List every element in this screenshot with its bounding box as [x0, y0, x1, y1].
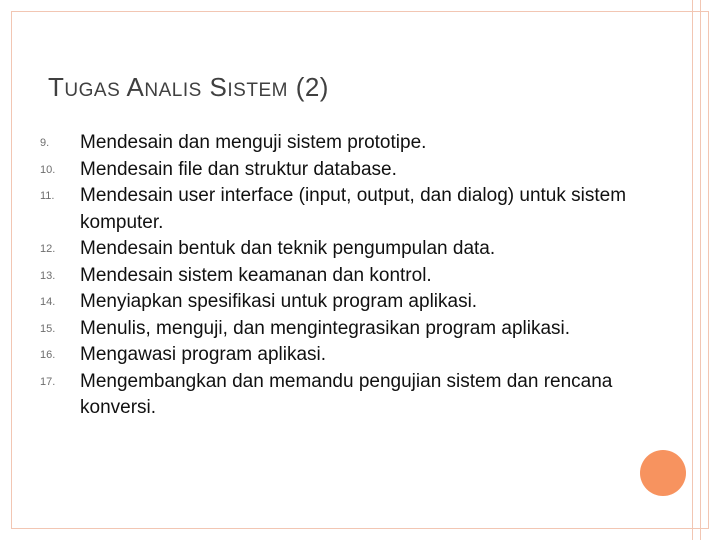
item-text: Mendesain dan menguji sistem prototipe. — [80, 132, 427, 153]
list-item — [40, 183, 640, 236]
item-text: Mendesain user interface (input, output, dan dialog) untuk sistem komputer. — [80, 185, 627, 233]
item-number: 10. — [40, 163, 56, 176]
list-item — [40, 369, 640, 422]
list-item — [40, 263, 640, 290]
item-number: 12. — [40, 243, 56, 255]
item-number: 16. — [40, 349, 56, 361]
item-number: 13. — [40, 269, 56, 282]
item-number: 15. — [40, 322, 56, 335]
item-text: Mengawasi program aplikasi. — [80, 344, 327, 365]
decorative-line — [700, 0, 701, 540]
list-item — [40, 157, 640, 184]
list-item — [40, 236, 640, 263]
item-text: Mendesain file dan struktur database. — [80, 158, 397, 180]
item-text: Mengembangkan dan memandu pengujian sistem dan rencana konversi. — [80, 370, 613, 418]
decorative-line — [692, 0, 693, 540]
task-list — [40, 130, 640, 422]
item-number: 14. — [40, 296, 56, 308]
item-text: Menulis, menguji, dan mengintegrasikan program aplikasi. — [80, 317, 571, 339]
list-item — [40, 130, 640, 157]
item-number: 9. — [40, 137, 50, 149]
item-text: Menyiapkan spesifikasi untuk program aplikasi. — [80, 291, 478, 312]
list-item — [40, 316, 640, 343]
list-item — [40, 289, 640, 316]
item-text: Mendesain bentuk dan teknik pengumpulan data. — [80, 238, 496, 259]
item-text: Mendesain sistem keamanan dan kontrol. — [80, 264, 432, 286]
decorative-circle — [640, 450, 686, 496]
list-item — [40, 342, 640, 369]
item-number: 11. — [40, 190, 55, 202]
item-number: 17. — [40, 375, 56, 388]
slide-title: TUGAS ANALIS SISTEM (2) — [48, 72, 329, 102]
